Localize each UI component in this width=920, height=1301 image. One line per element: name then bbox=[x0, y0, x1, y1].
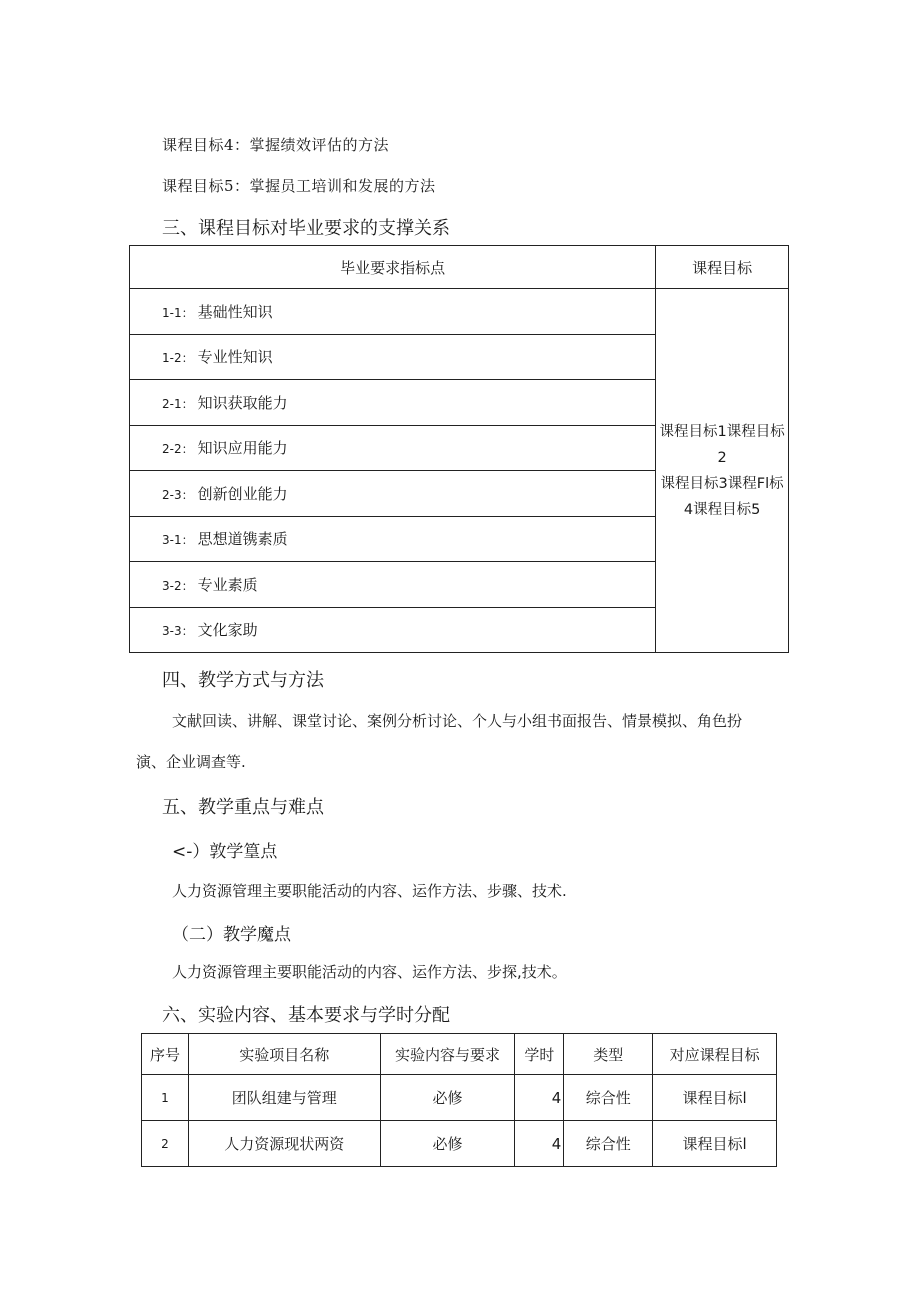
lab-table bbox=[141, 1033, 777, 1167]
goal-column-header: 课程目标 bbox=[656, 246, 789, 289]
indicator-cell bbox=[130, 425, 656, 471]
indicator-cell bbox=[130, 380, 656, 426]
course-goal-label: 课程目标4： bbox=[162, 136, 250, 154]
indicator-text: 知识获取能力 bbox=[197, 393, 288, 412]
indicator-text: 文化家助 bbox=[197, 621, 258, 640]
section4-paragraph-line1: 文献回读、讲解、课堂讨论、案例分析讨论、个人与小组书面报告、情景模拟、角色扮 bbox=[172, 712, 743, 730]
section5-sub2: （二）教学魔点 bbox=[172, 925, 291, 945]
indicator-code: 3-3： bbox=[162, 624, 194, 639]
indicator-code: 2-2： bbox=[162, 442, 194, 457]
header-cell-type: 类型 bbox=[564, 1034, 653, 1075]
section5-sub1: <-）敦学篁点 bbox=[172, 842, 278, 862]
section5-sub1-text: 人力资源管理主要职能活动的内容、运作方法、步骤、技术. bbox=[172, 882, 567, 900]
indicator-cell bbox=[130, 334, 656, 380]
indicator-text: 创新创业能力 bbox=[197, 484, 288, 503]
indicator-code: 3-2： bbox=[162, 578, 194, 593]
indicator-cell bbox=[130, 289, 656, 335]
indicator-code: 3-1： bbox=[162, 533, 194, 548]
header-cell-no: 序号 bbox=[142, 1034, 189, 1075]
cell-goal: 课程目标l bbox=[653, 1075, 777, 1121]
header-cell-goal: 对应课程目标 bbox=[653, 1034, 777, 1075]
support-table bbox=[129, 245, 789, 653]
indicator-cell bbox=[130, 516, 656, 562]
course-goal-5 bbox=[162, 175, 436, 196]
cell-requirement: 必修 bbox=[380, 1121, 515, 1167]
course-goal-text: 掌握员工培训和发展的方法 bbox=[249, 177, 436, 195]
header-cell-requirement: 实验内容与要求 bbox=[380, 1034, 515, 1075]
indicator-text: 知识应用能力 bbox=[197, 439, 288, 458]
cell-requirement: 必修 bbox=[380, 1075, 515, 1121]
indicator-cell bbox=[130, 607, 656, 653]
goal-line: 课程目标1课程目标 bbox=[659, 423, 785, 440]
indicator-text: 专业性知识 bbox=[197, 348, 273, 367]
cell-type: 综合性 bbox=[564, 1121, 653, 1167]
section3-heading: 三、课程目标对毕业要求的支撑关系 bbox=[162, 218, 450, 239]
indicator-code: 1-2： bbox=[162, 351, 194, 366]
indicator-text: 思想道镌素质 bbox=[197, 530, 288, 549]
indicator-code: 2-1： bbox=[162, 396, 194, 411]
cell-hours: 4 bbox=[515, 1121, 564, 1167]
cell-hours: 4 bbox=[515, 1075, 564, 1121]
section5-heading: 五、教学重点与难点 bbox=[162, 797, 324, 818]
cell-no: 1 bbox=[142, 1075, 189, 1121]
goal-line: 4课程目标5 bbox=[683, 501, 761, 518]
cell-goal: 课程目标l bbox=[653, 1121, 777, 1167]
section5-sub2-text: 人力资源管理主要职能活动的内容、运作方法、步探,技术。 bbox=[172, 963, 567, 981]
course-goal-label: 课程目标5： bbox=[162, 177, 250, 195]
table-header-row bbox=[142, 1034, 777, 1075]
indicator-text: 基础性知识 bbox=[197, 302, 273, 321]
section4-paragraph-line2: 演、企业调查等. bbox=[136, 753, 246, 771]
cell-type: 综合性 bbox=[564, 1075, 653, 1121]
indicator-cell bbox=[130, 471, 656, 517]
cell-name: 人力资源现状两资 bbox=[188, 1121, 380, 1167]
indicator-cell bbox=[130, 562, 656, 608]
table-row bbox=[130, 289, 789, 335]
course-goal-text: 掌握绩效评估的方法 bbox=[249, 136, 390, 154]
indicator-code: 2-3： bbox=[162, 487, 194, 502]
table-row bbox=[142, 1121, 777, 1167]
cell-no: 2 bbox=[142, 1121, 189, 1167]
goal-line: 课程目标3课程Fl标 bbox=[660, 475, 784, 492]
indicator-text: 专业素质 bbox=[197, 575, 258, 594]
indicator-column-header: 毕业要求指标点 bbox=[130, 246, 656, 289]
header-cell-name: 实验项目名称 bbox=[188, 1034, 380, 1075]
indicator-code: 1-1： bbox=[162, 305, 194, 320]
header-cell-hours: 学时 bbox=[515, 1034, 564, 1075]
goal-line: 2 bbox=[717, 449, 727, 466]
section4-heading: 四、教学方式与方法 bbox=[162, 670, 324, 691]
course-goal-4 bbox=[162, 134, 389, 155]
supported-goals-cell bbox=[656, 289, 789, 653]
table-header-row bbox=[130, 246, 789, 289]
section6-heading: 六、实验内容、基本要求与学时分配 bbox=[162, 1005, 450, 1026]
table-row bbox=[142, 1075, 777, 1121]
cell-name: 团队组建与管理 bbox=[188, 1075, 380, 1121]
